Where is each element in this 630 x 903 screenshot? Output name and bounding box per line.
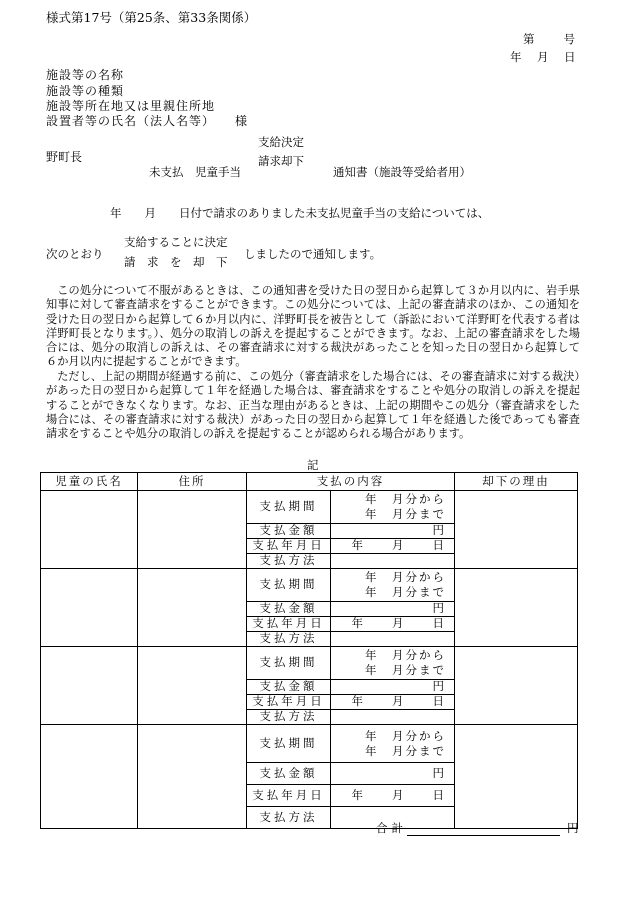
- period-label: 支払期間: [247, 725, 331, 763]
- period-from: 年 月分から: [365, 648, 446, 662]
- title-option-grant: 支給決定: [258, 135, 304, 149]
- child-name-cell[interactable]: [41, 647, 138, 725]
- amount-value[interactable]: 円: [331, 602, 455, 617]
- period-from: 年 月分から: [365, 570, 446, 584]
- amount-label: 支払金額: [247, 763, 331, 785]
- title-option-reject: 請求却下: [258, 154, 304, 168]
- method-value[interactable]: [331, 554, 455, 569]
- date-label: 支払年月日: [247, 785, 331, 807]
- request-date-line: 年 月 日付で請求のありました未支払児童手当の支給については、: [110, 206, 490, 220]
- date-value[interactable]: 年 月 日: [331, 617, 455, 632]
- address-cell[interactable]: [138, 725, 247, 829]
- record-heading: 記: [307, 458, 319, 472]
- rejection-reason-cell[interactable]: [455, 491, 578, 569]
- child-name-cell[interactable]: [41, 569, 138, 647]
- method-value[interactable]: [331, 632, 455, 647]
- date-label: 支払年月日: [247, 617, 331, 632]
- period-from: 年 月分から: [365, 492, 446, 506]
- period-value[interactable]: [331, 491, 455, 524]
- facility-type-label: 施設等の種類: [46, 84, 125, 98]
- date-value[interactable]: 年 月 日: [331, 695, 455, 710]
- method-label: 支払方法: [247, 807, 331, 829]
- period-from: 年 月分から: [365, 728, 446, 743]
- method-label: 支払方法: [247, 632, 331, 647]
- facility-address-label: 施設等所在地又は里親住所地: [46, 99, 216, 113]
- period-value[interactable]: [331, 647, 455, 680]
- title-prefix: 未支払 児童手当: [149, 165, 241, 179]
- child-name-cell[interactable]: [41, 725, 138, 829]
- method-label: 支払方法: [247, 710, 331, 725]
- choice-reject: 請 求 を 却 下: [124, 255, 228, 269]
- date-value[interactable]: 年 月 日: [331, 539, 455, 554]
- period-label: 支払期間: [247, 569, 331, 602]
- period-to: 年 月分まで: [365, 663, 446, 677]
- appeal-paragraph-2: ただし、上記の期間が経過する前に、この処分（審査請求をした場合には、その審査請求に対する裁決）があった日の翌日から起算して１年を経過した場合は、審査請求をすることや処分の取消しの訴えを提起することができなくなります。なお、正当な理由があるときは、上記の期間やこの処分（審査請求をした場合には、その審査請求に対する裁決）があった日の翌日から起算して１年を経過した後であっても審査請求をすることや処分の取消しの訴えを提起することが認められる場合があります。: [46, 370, 580, 441]
- body-suffix: しましたので通知します。: [244, 247, 382, 261]
- header-child-name: 児童の氏名: [41, 473, 138, 491]
- amount-value[interactable]: 円: [331, 680, 455, 695]
- period-to: 年 月分まで: [365, 743, 446, 758]
- issuer-name: 野町長: [46, 150, 83, 164]
- date-value[interactable]: 年 月 日: [331, 785, 455, 807]
- method-value[interactable]: [331, 710, 455, 725]
- issue-date: 年 月 日: [510, 50, 578, 64]
- method-label: 支払方法: [247, 554, 331, 569]
- amount-label: 支払金額: [247, 602, 331, 617]
- child-name-cell[interactable]: [41, 491, 138, 569]
- period-label: 支払期間: [247, 491, 331, 524]
- form-number-title: 様式第17号（第25条、第33条関係）: [46, 10, 257, 25]
- period-value[interactable]: [331, 569, 455, 602]
- period-to: 年 月分まで: [365, 585, 446, 599]
- period-label: 支払期間: [247, 647, 331, 680]
- appeal-paragraph-1: この処分について不服があるときは、この通知書を受けた日の翌日から起算して３か月以内に、岩手県知事に対して審査請求をすることができます。この処分については、上記の審査請求のほか、この通知を受けた日の翌日から起算して６か月以内に、洋野町長を被告として（訴訟において洋野町を代表する者は洋野町長となります。）、処分の取消しの訴えを提起することができます。なお、上記の審査請求をした場合には、処分の取消しの訴えは、その審査請求に対する裁決があったことを知った日の翌日から起算して６か月以内に提起することができます。: [46, 284, 580, 369]
- address-cell[interactable]: [138, 647, 247, 725]
- amount-label: 支払金額: [247, 680, 331, 695]
- rejection-reason-cell[interactable]: [455, 725, 578, 829]
- address-cell[interactable]: [138, 569, 247, 647]
- table-header-row: [41, 473, 578, 491]
- header-payment-details: 支払の内容: [247, 473, 455, 491]
- body-prefix: 次のとおり: [46, 247, 104, 261]
- period-to: 年 月分まで: [365, 507, 446, 521]
- operator-name-label: 設置者等の氏名（法人名等） 様: [46, 114, 249, 128]
- period-value[interactable]: [331, 725, 455, 763]
- amount-value[interactable]: 円: [331, 763, 455, 785]
- table-row: [41, 725, 578, 763]
- title-suffix: 通知書（施設等受給者用）: [333, 165, 471, 179]
- total-unit: 円: [567, 821, 579, 835]
- amount-label: 支払金額: [247, 524, 331, 539]
- total-label: 合計: [376, 821, 407, 835]
- date-label: 支払年月日: [247, 539, 331, 554]
- date-label: 支払年月日: [247, 695, 331, 710]
- rejection-reason-cell[interactable]: [455, 647, 578, 725]
- document-number: 第 号: [523, 32, 577, 46]
- table-row: [41, 491, 578, 524]
- facility-name-label: 施設等の名称: [46, 68, 125, 82]
- header-address: 住所: [138, 473, 247, 491]
- table-row: [41, 569, 578, 602]
- header-rejection-reason: 却下の理由: [455, 473, 578, 491]
- amount-value[interactable]: 円: [331, 524, 455, 539]
- table-row: [41, 647, 578, 680]
- payment-table: [40, 472, 578, 829]
- total-amount-line[interactable]: [407, 835, 560, 836]
- rejection-reason-cell[interactable]: [455, 569, 578, 647]
- address-cell[interactable]: [138, 491, 247, 569]
- choice-grant: 支給することに決定: [124, 235, 228, 249]
